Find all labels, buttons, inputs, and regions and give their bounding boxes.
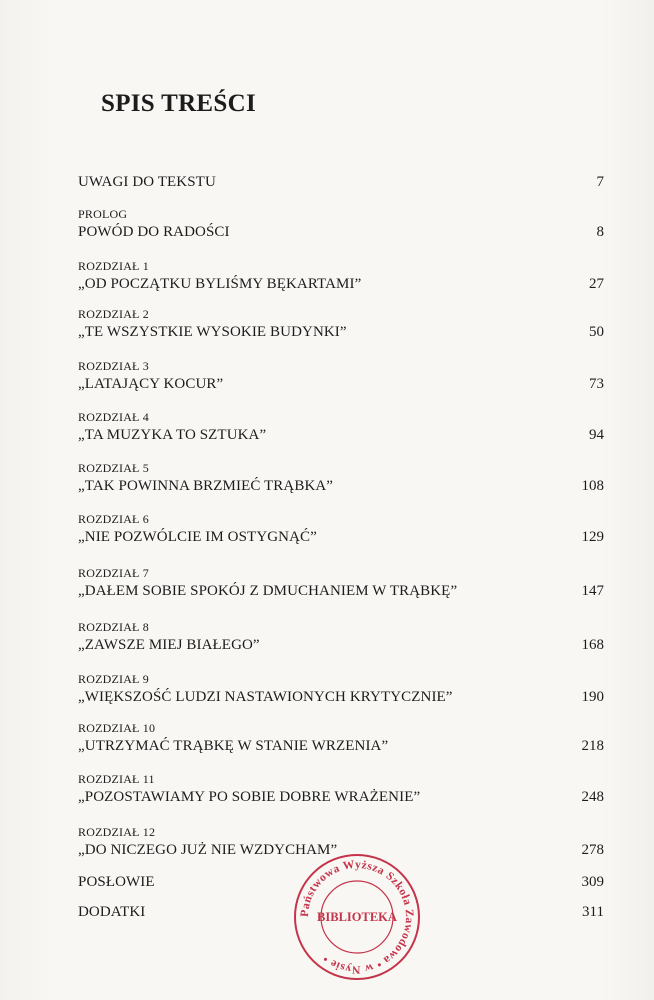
entry-title: „DAŁEM SOBIE SPOKÓJ Z DMUCHANIEM W TRĄBKĘ”	[78, 583, 458, 599]
toc-entry	[78, 410, 604, 446]
entry-page-number: 147	[581, 583, 604, 599]
entry-page-number: 309	[581, 874, 604, 890]
entry-title: POWÓD DO RADOŚCI	[78, 224, 230, 240]
stamp-ring-text: Państwowa Wyższa Szkoła Zawodowa • w Nysie •	[298, 858, 416, 976]
entry-page-number: 8	[596, 224, 604, 240]
entry-page-number: 248	[581, 789, 604, 805]
toc-entry	[78, 461, 604, 497]
toc-entry	[78, 566, 604, 602]
entry-page-number: 108	[581, 478, 604, 494]
entry-page-number: 278	[581, 842, 604, 858]
entry-title: „LATAJĄCY KOCUR”	[78, 376, 224, 392]
toc-heading: SPIS TREŚCI	[101, 90, 256, 117]
entry-title: POSŁOWIE	[78, 874, 155, 890]
entry-title: „TA MUZYKA TO SZTUKA”	[78, 427, 267, 443]
chapter-label: ROZDZIAŁ 4	[78, 410, 149, 424]
toc-entry	[78, 359, 604, 395]
chapter-label: ROZDZIAŁ 7	[78, 566, 149, 580]
entry-title: „WIĘKSZOŚĆ LUDZI NASTAWIONYCH KRYTYCZNIE”	[78, 689, 453, 705]
chapter-label: PROLOG	[78, 207, 128, 221]
entry-page-number: 218	[581, 738, 604, 754]
entry-page-number: 94	[589, 427, 604, 443]
entry-title: „OD POCZĄTKU BYLIŚMY BĘKARTAMI”	[78, 276, 362, 292]
entry-title: „UTRZYMAĆ TRĄBKĘ W STANIE WRZENIA”	[78, 738, 389, 754]
chapter-label: ROZDZIAŁ 12	[78, 825, 156, 839]
chapter-label: ROZDZIAŁ 1	[78, 259, 149, 273]
chapter-label: ROZDZIAŁ 11	[78, 772, 155, 786]
toc-entry	[78, 259, 604, 295]
entry-page-number: 168	[581, 637, 604, 653]
entry-page-number: 129	[581, 529, 604, 545]
entry-title: UWAGI DO TEKSTU	[78, 174, 216, 190]
toc-entry	[78, 171, 604, 193]
entry-title: „NIE POZWÓLCIE IM OSTYGNĄĆ”	[78, 529, 317, 545]
chapter-label: ROZDZIAŁ 3	[78, 359, 149, 373]
entry-title: „POZOSTAWIAMY PO SOBIE DOBRE WRAŻENIE”	[78, 789, 421, 805]
library-stamp	[292, 852, 422, 982]
entry-title: DODATKI	[78, 904, 146, 920]
chapter-label: ROZDZIAŁ 10	[78, 721, 156, 735]
entry-page-number: 50	[589, 324, 604, 340]
stamp-center-text: BIBLIOTEKA	[317, 910, 397, 924]
chapter-label: ROZDZIAŁ 5	[78, 461, 149, 475]
library-stamp-graphic	[292, 852, 422, 982]
toc-entry	[78, 512, 604, 548]
chapter-label: ROZDZIAŁ 9	[78, 672, 149, 686]
toc-entry	[78, 772, 604, 808]
entry-title: „TE WSZYSTKIE WYSOKIE BUDYNKI”	[78, 324, 347, 340]
toc-entry	[78, 721, 604, 757]
entry-page-number: 27	[589, 276, 604, 292]
chapter-label: ROZDZIAŁ 2	[78, 307, 149, 321]
chapter-label: ROZDZIAŁ 8	[78, 620, 149, 634]
toc-entry	[78, 620, 604, 656]
entry-page-number: 7	[596, 174, 604, 190]
entry-page-number: 73	[589, 376, 604, 392]
entry-title: „TAK POWINNA BRZMIEĆ TRĄBKA”	[78, 478, 334, 494]
chapter-label: ROZDZIAŁ 6	[78, 512, 149, 526]
toc-entry	[78, 207, 604, 243]
toc-entry	[78, 307, 604, 343]
entry-title: „ZAWSZE MIEJ BIAŁEGO”	[78, 637, 260, 653]
toc-entry	[78, 672, 604, 708]
entry-title: „DO NICZEGO JUŻ NIE WZDYCHAM”	[78, 842, 338, 858]
entry-page-number: 190	[581, 689, 604, 705]
toc-list	[78, 0, 604, 1000]
entry-page-number: 311	[582, 904, 604, 920]
